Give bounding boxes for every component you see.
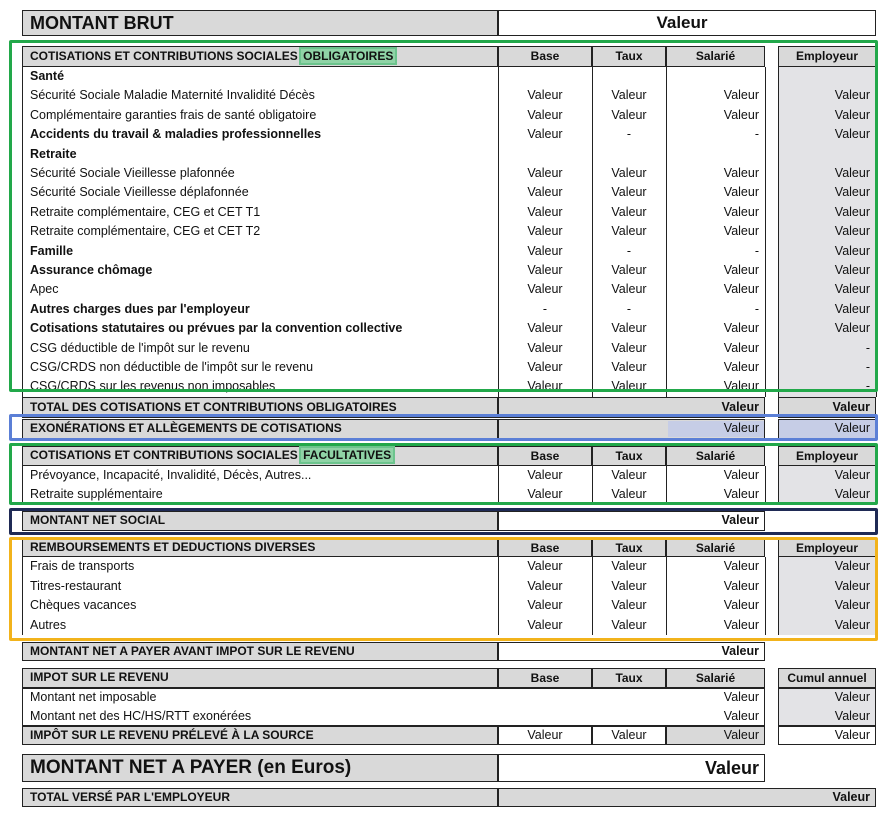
oblig-row-value-0: Valeur <box>527 282 563 297</box>
frame-net-social <box>9 508 878 535</box>
oblig-row-label: Sécurité Sociale Vieillesse plafonnée <box>30 166 235 180</box>
oblig-row-label: Cotisations statutaires ou prévues par la convention collective <box>30 321 403 336</box>
oblig-row-value-3: Valeur <box>834 301 870 316</box>
oblig-row-value-0: Valeur <box>527 88 563 103</box>
remb-row-value-1: Valeur <box>611 559 647 573</box>
facult-header-0: Base <box>530 448 560 463</box>
oblig-row-label: Sécurité Sociale Vieillesse déplafonnée <box>30 185 249 200</box>
oblig-row-value-2: Valeur <box>723 185 759 200</box>
oblig-row-label: CSG/CRDS non déductible de l'impôt sur le revenu <box>30 360 314 374</box>
remb-row-value-3: Valeur <box>834 598 870 612</box>
oblig-header-1: Taux <box>615 49 643 63</box>
impot-prelev-value-2: Valeur <box>723 728 759 742</box>
facult-row-value-3: Valeur <box>834 487 870 501</box>
remb-row-value-2: Valeur <box>723 559 759 573</box>
impot-header-2: Salarié <box>695 670 736 685</box>
impot-row-value-2: Valeur <box>723 709 759 723</box>
remb-row-value-1: Valeur <box>611 578 647 593</box>
oblig-row-value-0: Valeur <box>527 224 563 239</box>
impot-header-0: Base <box>530 670 560 685</box>
oblig-row-value-0: Valeur <box>527 243 563 258</box>
oblig-row-label: Santé <box>30 69 65 83</box>
oblig-row-value-2: Valeur <box>723 282 759 297</box>
remb-header-0: Base <box>530 540 560 555</box>
oblig-row-label: Sécurité Sociale Maladie Maternité Invalidité Décès <box>30 88 315 103</box>
oblig-row-label: Complémentaire garanties frais de santé obligatoire <box>30 107 317 122</box>
oblig-row-label: Famille <box>30 243 74 258</box>
oblig-row-value-1: - <box>626 243 632 258</box>
oblig-row-value-3: Valeur <box>834 88 870 103</box>
remb-row-label: Frais de transports <box>30 559 135 573</box>
remb-row-value-2: Valeur <box>723 578 759 593</box>
frame-exonerations <box>9 414 878 441</box>
oblig-row-value-3: Valeur <box>834 127 870 142</box>
remb-row-value-3: Valeur <box>834 559 870 573</box>
oblig-row-value-0: Valeur <box>527 127 563 142</box>
oblig-row-value-2: Valeur <box>723 166 759 180</box>
oblig-row-value-2: Valeur <box>723 340 759 355</box>
oblig-row-value-1: Valeur <box>611 88 647 103</box>
oblig-header-0: Base <box>530 49 560 63</box>
oblig-row-value-3: Valeur <box>834 243 870 258</box>
oblig-row-value-0: Valeur <box>527 360 563 374</box>
remb-header-2: Salarié <box>695 540 736 555</box>
oblig-row-value-3: Valeur <box>834 282 870 297</box>
facult-row-value-0: Valeur <box>527 468 563 482</box>
facult-row-value-1: Valeur <box>611 487 647 501</box>
oblig-row-value-1: - <box>626 127 632 142</box>
impot-prelev-value-0: Valeur <box>527 728 563 742</box>
impot-prelev-value-1: Valeur <box>611 728 647 742</box>
obligatoires-highlight: OBLIGATOIRES <box>303 49 394 63</box>
impot-row-label: Montant net des HC/HS/RTT exonérées <box>30 709 252 723</box>
frame-obligatoires <box>9 40 878 392</box>
oblig-row-label: Retraite complémentaire, CEG et CET T1 <box>30 204 261 219</box>
oblig-row-value-1: Valeur <box>611 107 647 122</box>
oblig-row-label: CSG déductible de l'impôt sur le revenu <box>30 340 250 355</box>
montant-brut-value: Valeur <box>656 13 708 32</box>
facult-row-label: Retraite supplémentaire <box>30 487 163 501</box>
oblig-row-value-1: Valeur <box>611 224 647 239</box>
oblig-row-value-2: Valeur <box>723 379 759 394</box>
oblig-row-value-1: Valeur <box>611 166 647 180</box>
remb-header-3: Employeur <box>795 540 858 555</box>
net-avant-value: Valeur <box>721 644 759 658</box>
remb-row-label: Autres <box>30 617 67 632</box>
oblig-row-label: Accidents du travail & maladies professionnelles <box>30 127 322 142</box>
remb-row-value-1: Valeur <box>611 598 647 612</box>
oblig-row-value-0: Valeur <box>527 263 563 277</box>
facult-row-value-2: Valeur <box>723 468 759 482</box>
oblig-row-value-3: Valeur <box>834 263 870 277</box>
oblig-row-value-2: Valeur <box>723 204 759 219</box>
oblig-row-value-1: Valeur <box>611 360 647 374</box>
remb-title: REMBOURSEMENTS ET DEDUCTIONS DIVERSES <box>30 540 316 554</box>
remb-row-value-0: Valeur <box>527 559 563 573</box>
facult-header-3: Employeur <box>795 448 858 463</box>
impot-title: IMPOT SUR LE REVENU <box>30 670 169 684</box>
oblig-row-value-2: - <box>754 243 759 258</box>
oblig-title: COTISATIONS ET CONTRIBUTIONS SOCIALES OBLIGATOIRES <box>30 49 394 63</box>
remb-row-value-1: Valeur <box>611 617 647 632</box>
oblig-row-value-2: Valeur <box>723 88 759 103</box>
exo-sal: Valeur <box>723 421 759 435</box>
oblig-row-value-3: - <box>865 340 870 355</box>
remb-row-value-0: Valeur <box>527 578 563 593</box>
oblig-row-label: Autres charges dues par l'employeur <box>30 301 250 316</box>
total-verse-label: TOTAL VERSÉ PAR L'EMPLOYEUR <box>30 790 230 804</box>
oblig-row-value-3: - <box>865 360 870 374</box>
oblig-row-value-2: - <box>754 301 759 316</box>
impot-row-value-2: Valeur <box>723 690 759 704</box>
impot-header-1: Taux <box>615 670 643 685</box>
impot-row-value-3: Valeur <box>834 690 870 704</box>
exo-emp: Valeur <box>834 421 870 435</box>
oblig-row-value-2: - <box>754 127 759 142</box>
oblig-row-value-3: Valeur <box>834 185 870 200</box>
oblig-header-2: Salarié <box>695 49 736 63</box>
oblig-row-value-1: Valeur <box>611 282 647 297</box>
facult-row-value-1: Valeur <box>611 468 647 482</box>
total-verse-value: Valeur <box>832 790 870 804</box>
oblig-total-sal: Valeur <box>721 399 759 414</box>
remb-row-value-3: Valeur <box>834 617 870 632</box>
remb-row-value-0: Valeur <box>527 617 563 632</box>
oblig-row-value-2: Valeur <box>723 107 759 122</box>
oblig-row-value-2: Valeur <box>723 263 759 277</box>
impot-prelev-value-3: Valeur <box>834 728 870 742</box>
oblig-row-value-1: Valeur <box>611 185 647 200</box>
oblig-row-value-0: Valeur <box>527 321 563 336</box>
oblig-total-label: TOTAL DES COTISATIONS ET CONTRIBUTIONS OBLIGATOIRES <box>30 399 397 414</box>
oblig-row-value-2: Valeur <box>723 360 759 374</box>
facultatives-highlight: FACULTATIVES <box>303 448 392 462</box>
oblig-row-value-0: Valeur <box>527 340 563 355</box>
facult-row-value-3: Valeur <box>834 468 870 482</box>
remb-row-label: Chèques vacances <box>30 598 137 612</box>
oblig-row-value-2: Valeur <box>723 224 759 239</box>
oblig-row-value-3: - <box>865 379 870 394</box>
oblig-header-3: Employeur <box>795 49 858 63</box>
net-social-label: MONTANT NET SOCIAL <box>30 513 166 527</box>
remb-row-value-3: Valeur <box>834 578 870 593</box>
net-payer-label: MONTANT NET A PAYER (en Euros) <box>30 757 352 778</box>
oblig-row-value-0: Valeur <box>527 204 563 219</box>
remb-row-value-0: Valeur <box>527 598 563 612</box>
net-avant-label: MONTANT NET A PAYER AVANT IMPOT SUR LE REVENU <box>30 644 355 658</box>
oblig-row-value-1: Valeur <box>611 204 647 219</box>
facult-row-label: Prévoyance, Incapacité, Invalidité, Décès, Autres... <box>30 468 312 482</box>
oblig-row-value-0: Valeur <box>527 185 563 200</box>
oblig-row-value-3: Valeur <box>834 321 870 336</box>
facult-title: COTISATIONS ET CONTRIBUTIONS SOCIALES FACULTATIVES <box>30 448 392 462</box>
oblig-row-value-0: Valeur <box>527 379 563 394</box>
remb-row-value-2: Valeur <box>723 598 759 612</box>
oblig-row-value-1: - <box>626 301 632 316</box>
oblig-row-value-3: Valeur <box>834 166 870 180</box>
facult-row-value-0: Valeur <box>527 487 563 501</box>
oblig-row-value-2: Valeur <box>723 321 759 336</box>
remb-row-label: Titres-restaurant <box>30 578 122 593</box>
impot-row-value-3: Valeur <box>834 709 870 723</box>
oblig-row-label: Assurance chômage <box>30 263 153 277</box>
oblig-row-label: CSG/CRDS sur les revenus non imposables <box>30 379 276 394</box>
oblig-total-emp: Valeur <box>832 399 870 414</box>
oblig-row-value-1: Valeur <box>611 321 647 336</box>
oblig-row-value-3: Valeur <box>834 204 870 219</box>
facult-header-1: Taux <box>615 448 643 463</box>
remb-row-value-2: Valeur <box>723 617 759 632</box>
montant-brut-title: MONTANT BRUT <box>30 13 174 33</box>
oblig-row-label: Apec <box>30 282 59 297</box>
oblig-row-label: Retraite <box>30 146 77 161</box>
facult-header-2: Salarié <box>695 448 736 463</box>
impot-header-3: Cumul annuel <box>787 670 867 685</box>
frame-facultatives <box>9 443 878 505</box>
oblig-row-label: Retraite complémentaire, CEG et CET T2 <box>30 224 261 239</box>
net-payer-value: Valeur <box>704 758 759 778</box>
oblig-row-value-1: Valeur <box>611 263 647 277</box>
impot-row-label: Montant net imposable <box>30 690 157 704</box>
oblig-row-value-3: Valeur <box>834 224 870 239</box>
net-social-value: Valeur <box>721 513 759 527</box>
impot-prelev-label: IMPÔT SUR LE REVENU PRÉLEVÉ À LA SOURCE <box>30 728 314 742</box>
oblig-row-value-1: Valeur <box>611 379 647 394</box>
facult-row-value-2: Valeur <box>723 487 759 501</box>
exo-label: EXONÉRATIONS ET ALLÈGEMENTS DE COTISATIONS <box>30 421 342 435</box>
oblig-row-value-3: Valeur <box>834 107 870 122</box>
remb-header-1: Taux <box>615 540 643 555</box>
oblig-row-value-1: Valeur <box>611 340 647 355</box>
frame-remboursements <box>9 537 878 641</box>
oblig-row-value-0: - <box>542 301 548 316</box>
oblig-row-value-0: Valeur <box>527 166 563 180</box>
oblig-row-value-0: Valeur <box>527 107 563 122</box>
